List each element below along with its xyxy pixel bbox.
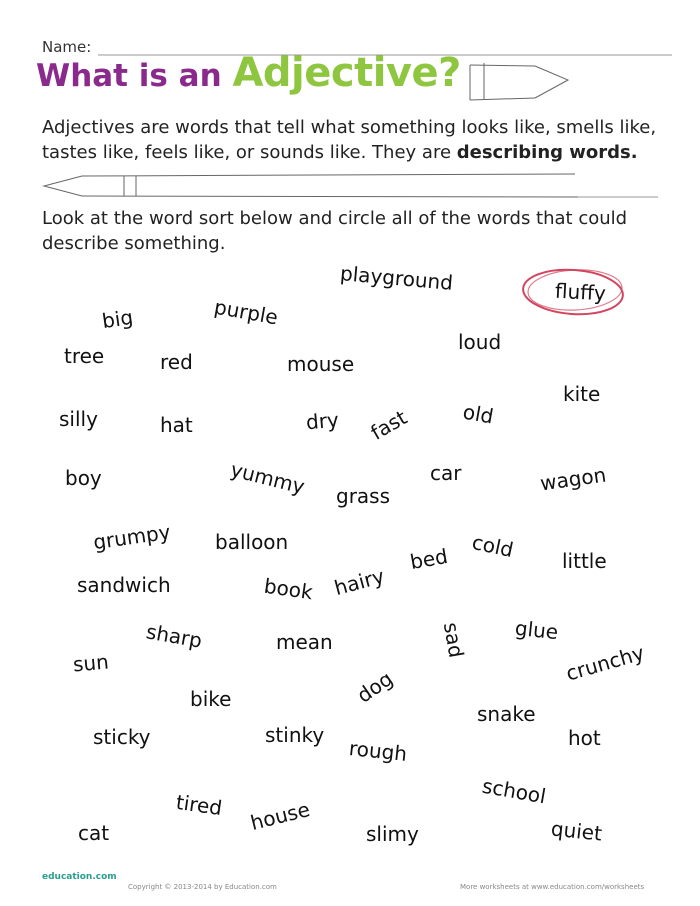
education-logo: education.com bbox=[42, 872, 117, 882]
word-silly[interactable]: silly bbox=[59, 407, 98, 431]
intro-text: Adjectives are words that tell what something looks like, smells like, tastes like, feels like, or sounds like. They are bbox=[42, 117, 657, 163]
word-big[interactable]: big bbox=[100, 304, 135, 334]
word-snake[interactable]: snake bbox=[477, 702, 536, 726]
word-car[interactable]: car bbox=[430, 461, 462, 485]
word-tree[interactable]: tree bbox=[64, 344, 105, 368]
instructions: Look at the word sort below and circle all of the words that could describe something. bbox=[42, 208, 628, 254]
word-house[interactable]: house bbox=[247, 797, 313, 835]
word-crunchy[interactable]: crunchy bbox=[563, 640, 647, 686]
word-hot[interactable]: hot bbox=[568, 726, 601, 750]
more-worksheets-link[interactable]: More worksheets at www.education.com/worksheets bbox=[460, 883, 645, 891]
word-purple[interactable]: purple bbox=[212, 294, 280, 330]
word-cat[interactable]: cat bbox=[78, 821, 110, 845]
intro-paragraph bbox=[42, 115, 662, 165]
word-book[interactable]: book bbox=[262, 573, 315, 605]
word-fluffy[interactable]: fluffy bbox=[554, 278, 607, 306]
name-label: Name: bbox=[42, 38, 92, 56]
word-wagon[interactable]: wagon bbox=[538, 462, 608, 496]
middle-pencil-icon bbox=[44, 174, 658, 197]
word-old[interactable]: old bbox=[461, 399, 496, 429]
intro-bold: describing words. bbox=[456, 142, 638, 163]
word-hairy[interactable]: hairy bbox=[331, 563, 387, 601]
word-grumpy[interactable]: grumpy bbox=[91, 519, 172, 555]
word-tired[interactable]: tired bbox=[174, 789, 224, 821]
word-mouse[interactable]: mouse bbox=[287, 352, 355, 376]
word-boy[interactable]: boy bbox=[65, 466, 102, 490]
word-little[interactable]: little bbox=[562, 549, 607, 573]
word-sun[interactable]: sun bbox=[72, 649, 110, 677]
word-school[interactable]: school bbox=[480, 773, 548, 809]
word-sandwich[interactable]: sandwich bbox=[77, 573, 171, 597]
word-yummy[interactable]: yummy bbox=[228, 457, 308, 499]
word-playground[interactable]: playground bbox=[339, 261, 454, 295]
word-dog[interactable]: dog bbox=[352, 666, 398, 708]
title-part2: Adjective? bbox=[232, 50, 461, 96]
word-kite[interactable]: kite bbox=[563, 382, 601, 406]
word-slimy[interactable]: slimy bbox=[366, 822, 419, 846]
word-rough[interactable]: rough bbox=[347, 736, 409, 766]
word-bike[interactable]: bike bbox=[190, 687, 232, 711]
word-sticky[interactable]: sticky bbox=[93, 725, 151, 749]
word-grass[interactable]: grass bbox=[336, 484, 391, 508]
word-sad[interactable]: sad bbox=[438, 620, 469, 660]
word-glue[interactable]: glue bbox=[513, 615, 560, 645]
word-stinky[interactable]: stinky bbox=[265, 723, 325, 747]
word-balloon[interactable]: balloon bbox=[215, 530, 289, 554]
word-red[interactable]: red bbox=[160, 350, 193, 374]
copyright-text: Copyright © 2013-2014 by Education.com bbox=[128, 883, 277, 891]
word-quiet[interactable]: quiet bbox=[549, 816, 604, 846]
word-sharp[interactable]: sharp bbox=[144, 619, 204, 653]
word-fast[interactable]: fast bbox=[366, 405, 412, 445]
worksheet-title bbox=[36, 50, 461, 96]
word-loud[interactable]: loud bbox=[458, 330, 502, 354]
word-bed[interactable]: bed bbox=[408, 543, 450, 575]
top-pencil-icon bbox=[470, 63, 568, 100]
title-part1: What is an bbox=[36, 58, 233, 94]
word-dry[interactable]: dry bbox=[305, 407, 340, 435]
word-mean[interactable]: mean bbox=[276, 630, 333, 654]
word-cold[interactable]: cold bbox=[469, 529, 516, 563]
word-hat[interactable]: hat bbox=[160, 413, 193, 437]
